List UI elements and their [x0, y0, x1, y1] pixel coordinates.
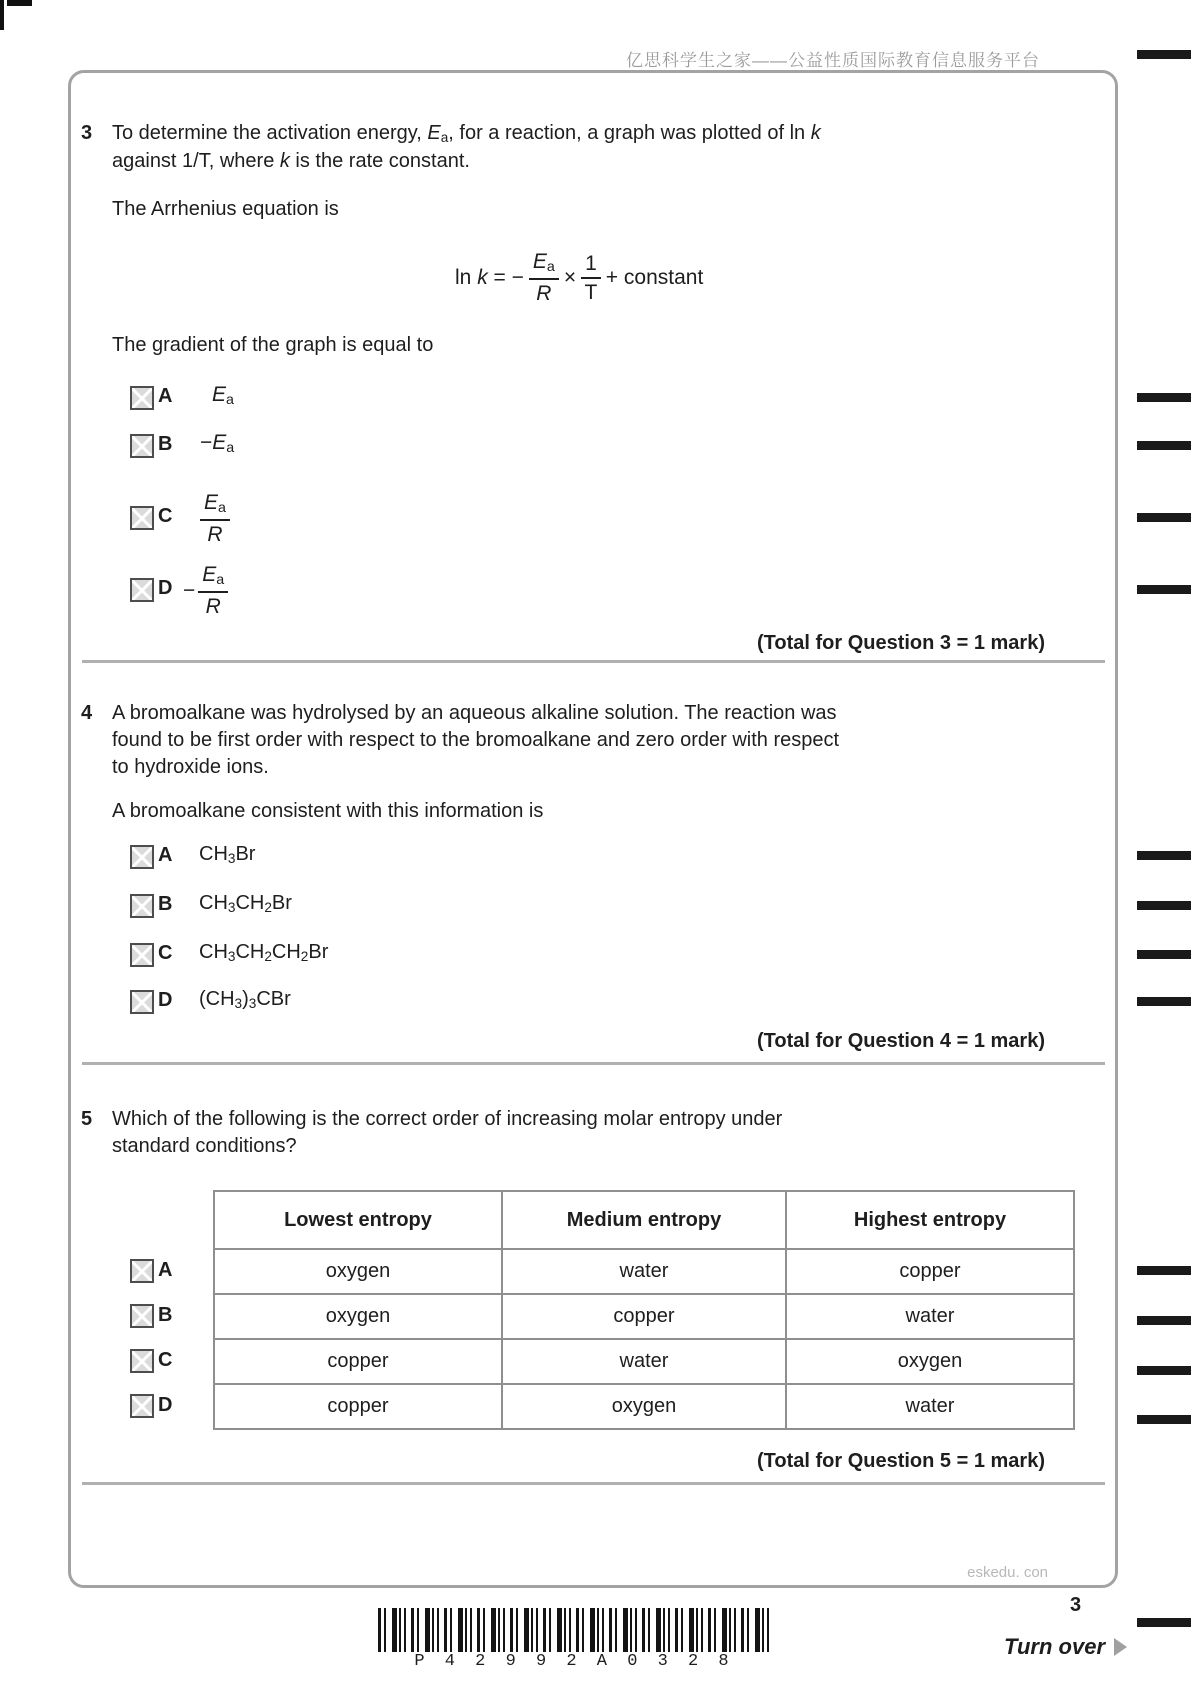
- table-row: [215, 1340, 1073, 1385]
- fraction-denominator: R: [536, 282, 552, 305]
- table-cell: oxygen: [215, 1295, 503, 1340]
- table-cell: water: [905, 1395, 955, 1417]
- equation-rhs: + constant: [605, 265, 704, 289]
- option-letter: B: [158, 893, 173, 915]
- total-for-question-3: (Total for Question 3 = 1 mark): [756, 632, 1045, 654]
- registration-mark: [1137, 1618, 1191, 1627]
- registration-mark: [1137, 585, 1191, 594]
- fraction-numerator: Ea: [200, 491, 230, 521]
- registration-mark: [1137, 1415, 1191, 1424]
- fraction-numerator: 1: [581, 252, 601, 279]
- registration-mark: [1137, 513, 1191, 522]
- option-letter: D: [158, 1394, 173, 1416]
- entropy-table: [213, 1190, 1075, 1430]
- table-cell: copper: [503, 1295, 787, 1340]
- option-value-fraction: [183, 563, 228, 618]
- section-divider: [82, 1482, 1105, 1485]
- equation-lhs: ln k = −: [455, 265, 524, 289]
- table-cell: oxygen: [215, 1250, 503, 1295]
- registration-mark: [1137, 901, 1191, 910]
- answer-checkbox-q3-d[interactable]: [130, 578, 154, 602]
- table-row: [215, 1295, 1073, 1340]
- answer-checkbox-q5-a[interactable]: [130, 1259, 154, 1283]
- q4-prompt-line3: to hydroxide ions.: [112, 756, 269, 778]
- registration-mark: [1137, 1316, 1191, 1325]
- registration-mark: [1137, 50, 1191, 59]
- minus-sign: −: [183, 578, 196, 602]
- section-divider: [82, 660, 1105, 663]
- answer-checkbox-q5-b[interactable]: [130, 1304, 154, 1328]
- site-banner: 亿思科学生之家——公益性质国际教育信息服务平台: [626, 51, 1040, 70]
- answer-checkbox-q5-c[interactable]: [130, 1349, 154, 1373]
- fraction: [198, 563, 228, 618]
- option-value: CH3CH2CH2Br: [199, 941, 329, 965]
- table-cell: oxygen: [787, 1340, 1073, 1385]
- table-header-cell: Lowest entropy: [215, 1192, 503, 1250]
- table-row: [215, 1250, 1073, 1295]
- q5-prompt-line2: standard conditions?: [112, 1135, 297, 1157]
- crop-mark-horizontal: [7, 0, 32, 6]
- option-value: −Ea: [200, 431, 235, 457]
- option-letter: B: [158, 1304, 173, 1326]
- option-letter: A: [158, 844, 173, 866]
- table-header-cell: Medium entropy: [503, 1192, 787, 1250]
- turn-over-label: Turn over: [1003, 1634, 1105, 1659]
- q3-number: 3: [81, 122, 93, 144]
- option-letter: D: [158, 989, 173, 1011]
- option-letter: B: [158, 433, 173, 455]
- page-number: 3: [1070, 1594, 1082, 1616]
- answer-checkbox-q3-c[interactable]: [130, 506, 154, 530]
- fraction-denominator: R: [207, 523, 223, 546]
- barcode-text: P 4 2 9 9 2 A 0 3 2 8: [414, 1652, 734, 1671]
- equation-multiply-sign: ×: [563, 265, 577, 289]
- answer-checkbox-q3-b[interactable]: [130, 434, 154, 458]
- table-cell: copper: [787, 1250, 1073, 1295]
- answer-checkbox-q3-a[interactable]: [130, 386, 154, 410]
- fraction-numerator: Ea: [529, 250, 559, 280]
- fraction-denominator: T: [584, 280, 598, 304]
- table-cell: water: [503, 1250, 787, 1295]
- table-row: [215, 1385, 1073, 1428]
- option-value-fraction: [200, 491, 230, 546]
- registration-mark: [1137, 441, 1191, 450]
- answer-checkbox-q4-a[interactable]: [130, 845, 154, 869]
- registration-mark: [1137, 950, 1191, 959]
- fraction-denominator: R: [205, 595, 221, 618]
- q4-number: 4: [81, 702, 93, 724]
- option-letter: C: [158, 1349, 173, 1371]
- option-value: (CH3)3CBr: [199, 988, 291, 1012]
- registration-mark: [1137, 997, 1191, 1006]
- table-cell: copper: [215, 1385, 503, 1428]
- turn-over-arrow-icon: [1114, 1638, 1127, 1656]
- answer-checkbox-q5-d[interactable]: [130, 1394, 154, 1418]
- answer-checkbox-q4-c[interactable]: [130, 943, 154, 967]
- equation-fraction-ea-over-r: [529, 250, 559, 305]
- barcode: [378, 1608, 770, 1652]
- table-header-row: [215, 1192, 1073, 1250]
- q3-prompt-line2: against 1/T, where k is the rate constant.: [112, 150, 470, 172]
- q4-prompt-line2: found to be first order with respect to the bromoalkane and zero order with respect: [112, 729, 840, 751]
- option-letter: C: [158, 505, 173, 527]
- option-value: Ea: [212, 383, 234, 409]
- equation-fraction-1-over-t: [581, 252, 601, 304]
- option-letter: A: [158, 1259, 173, 1281]
- total-for-question-5: (Total for Question 5 = 1 mark): [756, 1450, 1045, 1472]
- q5-number: 5: [81, 1108, 93, 1130]
- q4-prompt: [112, 700, 952, 781]
- crop-mark-vertical: [0, 0, 4, 30]
- registration-mark: [1137, 393, 1191, 402]
- answer-checkbox-q4-d[interactable]: [130, 990, 154, 1014]
- q5-prompt-line1: Which of the following is the correct order of increasing molar entropy under: [112, 1108, 783, 1130]
- registration-mark: [1137, 1266, 1191, 1275]
- option-letter: A: [158, 385, 173, 407]
- arrhenius-equation: [455, 250, 703, 305]
- q4-prompt-line1: A bromoalkane was hydrolysed by an aqueous alkaline solution. The reaction was: [112, 702, 837, 724]
- registration-mark: [1137, 851, 1191, 860]
- option-value: CH3Br: [199, 843, 256, 867]
- table-cell: oxygen: [503, 1385, 787, 1428]
- q4-subprompt: A bromoalkane consistent with this information is: [112, 800, 544, 822]
- answer-checkbox-q4-b[interactable]: [130, 894, 154, 918]
- table-cell: copper: [215, 1340, 503, 1385]
- option-letter: C: [158, 942, 173, 964]
- registration-mark: [1137, 1366, 1191, 1375]
- q3-gradient-prompt: The gradient of the graph is equal to: [112, 334, 434, 356]
- table-header-cell: Highest entropy: [787, 1192, 1073, 1250]
- section-divider: [82, 1062, 1105, 1065]
- watermark: eskedu. con: [967, 1564, 1048, 1581]
- option-letter: D: [158, 577, 173, 599]
- fraction-numerator: Ea: [198, 563, 228, 593]
- q5-prompt: [112, 1106, 952, 1160]
- q3-prompt-line1: To determine the activation energy, Ea, for a reaction, a graph was plotted of ln k: [112, 122, 821, 146]
- option-value: CH3CH2Br: [199, 892, 292, 916]
- table-cell: water: [787, 1295, 1073, 1340]
- q3-prompt: [112, 120, 952, 175]
- total-for-question-4: (Total for Question 4 = 1 mark): [756, 1030, 1045, 1052]
- table-cell: water: [503, 1340, 787, 1385]
- q3-arrhenius-intro: The Arrhenius equation is: [112, 198, 339, 220]
